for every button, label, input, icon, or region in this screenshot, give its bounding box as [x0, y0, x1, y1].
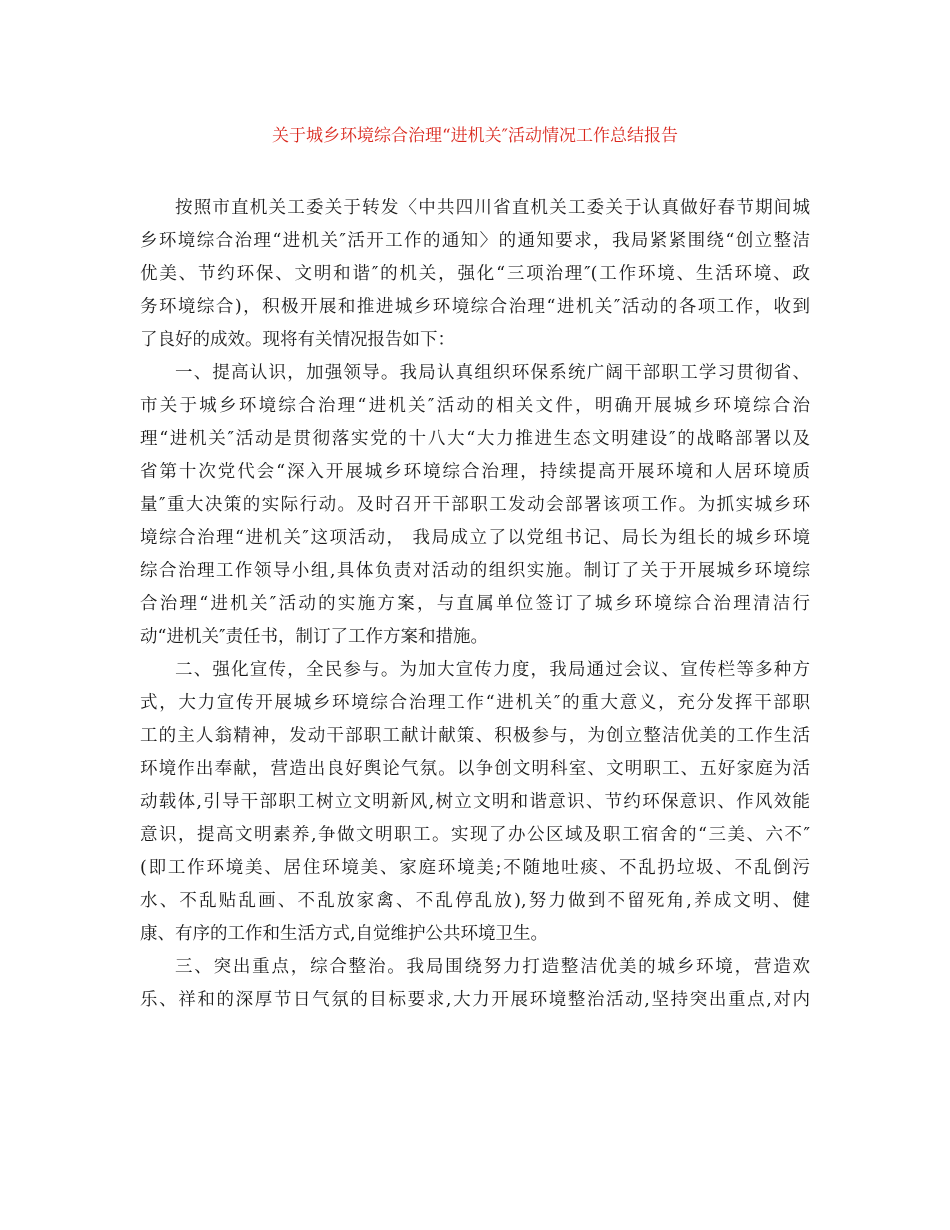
paragraph-line: (即工作环境美、居住环境美、家庭环境美;不随地吐痰、不乱扔垃圾、不乱倒污 [140, 858, 810, 878]
paragraph-line: 合治理“进机关″活动的实施方案，与直属单位签订了城乡环境综合治理清洁行 [140, 594, 810, 614]
paragraph-line: 三、突出重点，综合整治。我局围绕努力打造整洁优美的城乡环境，营造欢 [175, 957, 810, 977]
paragraph-line: 乡环境综合治理“进机关″活开工作的通知〉的通知要求，我局紧紧围绕“创立整洁 [140, 231, 810, 251]
paragraph-line: 优美、节约环保、文明和谐″的机关，强化“三项治理″(工作环境、生活环境、政 [140, 264, 810, 284]
paragraph-line: 环境作出奉献，营造出良好舆论气氛。以争创文明科室、文明职工、五好家庭为活 [140, 759, 810, 779]
document-body [140, 192, 810, 1017]
paragraph-line: 工的主人翁精神，发动干部职工献计献策、积极参与，为创立整洁优美的工作生活 [140, 726, 810, 746]
paragraph-line: 意识，提高文明素养,争做文明职工。实现了办公区域及职工宿舍的“三美、六不″ [140, 825, 810, 845]
paragraph-line: 康、有序的工作和生活方式,自觉维护公共环境卫生。 [140, 924, 549, 944]
paragraph-line: 水、不乱贴乱画、不乱放家禽、不乱停乱放),努力做到不留死角,养成文明、健 [140, 891, 810, 911]
paragraph-line: 一、提高认识，加强领导。我局认真组织环保系统广阔干部职工学习贯彻省、 [175, 363, 810, 383]
paragraph-line: 市关于城乡环境综合治理“进机关″活动的相关文件，明确开展城乡环境综合治 [140, 396, 810, 416]
paragraph-line: 动“进机关″责任书，制订了工作方案和措施。 [140, 627, 488, 647]
document-title: 关于城乡环境综合治理“进机关″活动情况工作总结报告 [271, 126, 679, 146]
paragraph-line: 式，大力宣传开展城乡环境综合治理工作“进机关″的重大意义，充分发挥干部职 [140, 693, 810, 713]
paragraph-line: 量″重大决策的实际行动。及时召开干部职工发动会部署该项工作。为抓实城乡环 [140, 495, 810, 515]
paragraph-line: 省第十次党代会“深入开展城乡环境综合治理，持续提高开展环境和人居环境质 [140, 462, 810, 482]
paragraph-line: 乐、祥和的深厚节日气氛的目标要求,大力开展环境整治活动,坚持突出重点,对内 [140, 990, 810, 1010]
paragraph-line: 综合治理工作领导小组,具体负责对活动的组织实施。制订了关于开展城乡环境综 [140, 561, 810, 581]
paragraph-line: 动载体,引导干部职工树立文明新风,树立文明和谐意识、节约环保意识、作风效能 [140, 792, 810, 812]
paragraph-line: 境综合治理“进机关″这项活动， 我局成立了以党组书记、局长为组长的城乡环境 [140, 528, 810, 548]
paragraph-line: 理“进机关″活动是贯彻落实党的十八大“大力推进生态文明建设″的战略部署以及 [140, 429, 810, 449]
paragraph-line: 务环境综合)，积极开展和推进城乡环境综合治理“进机关″活动的各项工作，收到 [140, 297, 810, 317]
paragraph-line: 了良好的成效。现将有关情况报告如下： [140, 330, 455, 350]
paragraph-line: 二、强化宣传，全民参与。为加大宣传力度，我局通过会议、宣传栏等多种方 [175, 660, 810, 680]
paragraph-line: 按照市直机关工委关于转发〈中共四川省直机关工委关于认真做好春节期间城 [175, 198, 810, 218]
